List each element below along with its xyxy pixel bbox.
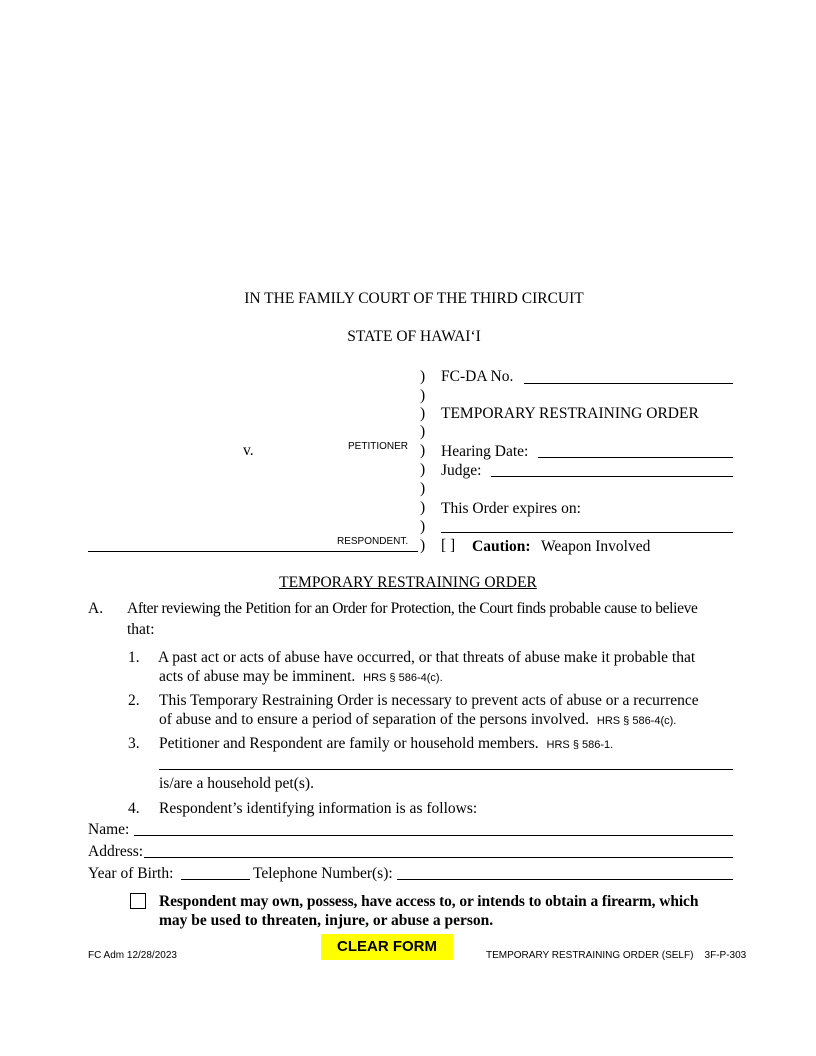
item-2-text: This Temporary Restraining Order is necessary to prevent acts of abuse or a recurrence [159,692,699,709]
year-of-birth-input[interactable] [181,863,250,880]
hearing-date-label: Hearing Date: [441,443,529,460]
item-3-hrs: HRS § 586-1. [546,739,614,751]
item-2-text-line2: of abuse and to ensure a period of separation of the persons involved. [159,711,589,728]
item-4-number: 4. [128,800,140,817]
form-revision-label: FC Adm 12/28/2023 [88,950,177,961]
firearm-text: Respondent may own, possess, have access to, or intends to obtain a firearm, which [159,893,699,910]
petitioner-label: PETITIONER [348,441,409,452]
caption-paren: ) [420,368,426,385]
item-1-text-cont [159,668,443,686]
case-number-label: FC-DA No. [441,368,514,385]
petitioner-name-input[interactable] [100,420,404,436]
judge-label: Judge: [441,462,482,479]
firearm-checkbox[interactable] [130,893,146,909]
hearing-date-input[interactable] [538,441,733,458]
item-3-number: 3. [128,735,140,752]
respondent-name-input[interactable] [100,512,404,528]
clear-form-button[interactable]: CLEAR FORM [321,934,453,960]
caption-paren: ) [420,537,426,554]
household-pet-input[interactable] [159,753,733,770]
versus-label: v. [243,442,254,459]
item-1-number: 1. [128,649,140,666]
caption-paren: ) [420,442,426,459]
item-2-hrs: HRS § 586-4(c). [596,715,677,727]
body-title: TEMPORARY RESTRAINING ORDER [279,574,537,591]
item-2-text-cont [159,711,676,729]
address-input[interactable] [144,841,733,858]
caption-paren: ) [420,461,426,478]
caution-checkbox[interactable]: [ ] [441,537,456,554]
address-label: Address: [88,843,144,860]
court-heading: IN THE FAMILY COURT OF THE THIRD CIRCUIT [244,290,584,307]
expires-label: This Order expires on: [441,500,581,517]
item-1-text: A past act or acts of abuse have occurred, or that threats of abuse make it probable that [158,649,696,666]
caption-paren: ) [420,499,426,516]
item-3-text-line1: Petitioner and Respondent are family or household members. [159,735,539,752]
judge-input[interactable] [491,460,733,477]
section-a-letter: A. [88,600,104,617]
caption-paren: ) [420,518,426,535]
state-heading: STATE OF HAWAI‘I [347,328,481,345]
section-a-text: After reviewing the Petition for an Order for Protection, the Court finds probable cause to believe [127,600,698,617]
name-input[interactable] [134,819,733,836]
caution-text: Weapon Involved [541,538,651,555]
respondent-label: RESPONDENT. [337,536,409,547]
firearm-text-cont: may be used to threaten, injure, or abuse a person. [159,912,494,929]
caption-paren: ) [420,480,426,497]
form-id-label: TEMPORARY RESTRAINING ORDER (SELF) 3F-P-303 [486,950,747,961]
caution-label: Caution: [472,538,531,555]
expires-input[interactable] [441,516,733,533]
caption-paren: ) [420,387,426,404]
telephone-input[interactable] [397,863,733,880]
section-a-text-cont: that: [127,621,155,638]
respondent-signature-line [88,551,418,552]
item-1-text-line2: acts of abuse may be imminent. [159,668,356,685]
item-1-hrs: HRS § 586-4(c). [363,672,443,684]
order-title-caption: TEMPORARY RESTRAINING ORDER [441,405,699,422]
item-4-text: Respondent’s identifying information is as follows: [159,800,478,817]
name-label: Name: [88,821,130,838]
item-2-number: 2. [128,692,140,709]
pet-text: is/are a household pet(s). [159,775,314,792]
caption-paren: ) [420,423,426,440]
telephone-label: Telephone Number(s): [253,865,393,882]
caption-paren: ) [420,405,426,422]
item-3-text [159,735,613,753]
case-number-input[interactable] [524,367,733,384]
year-of-birth-label: Year of Birth: [88,865,174,882]
